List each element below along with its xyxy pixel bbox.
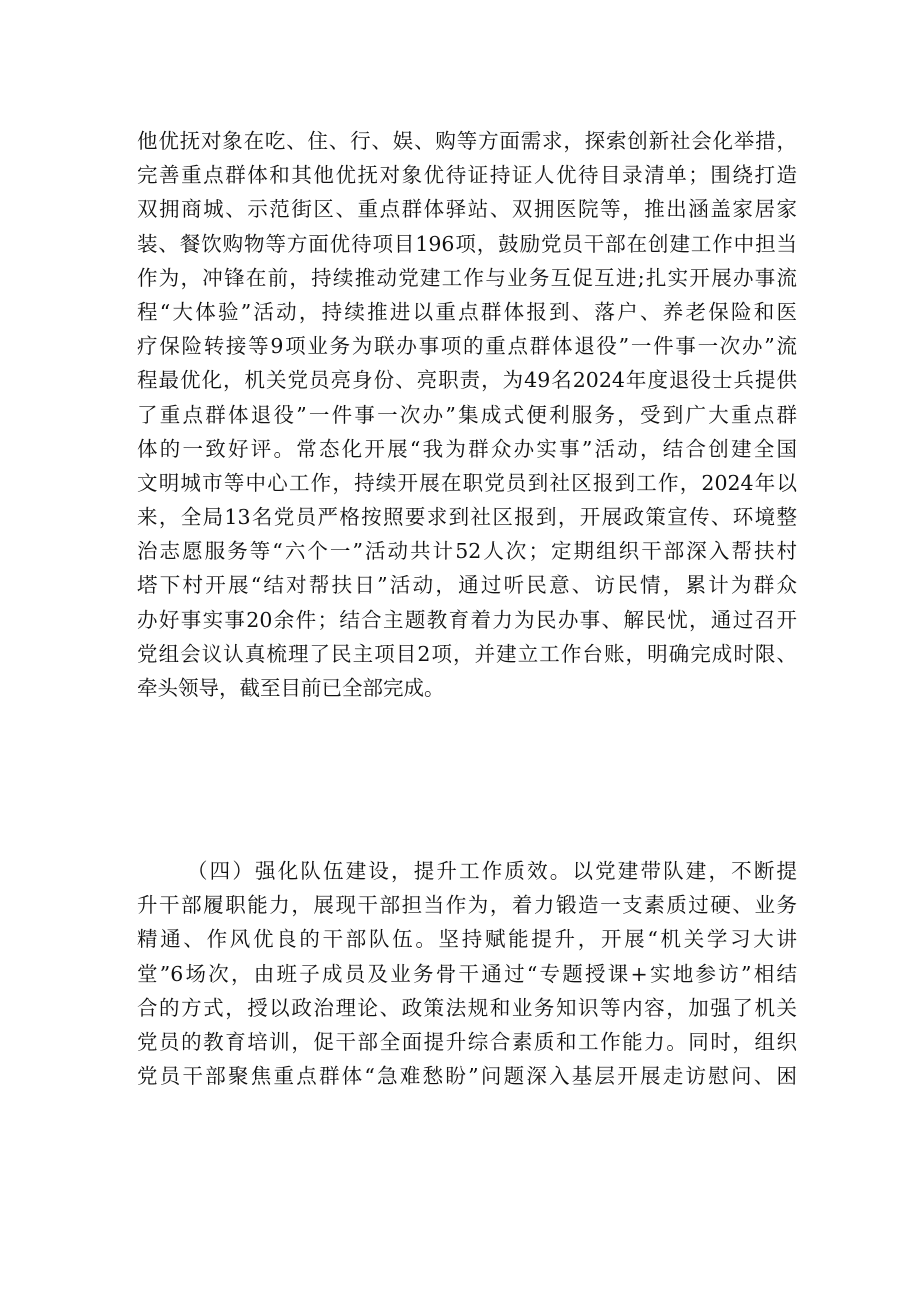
text-line: 他优抚对象在吃、住、行、娱、购等方面需求，探索创新社会化举措， (137, 129, 797, 153)
text-line: 升干部履职能力，展现干部担当作为，着力锻造一支素质过硬、业务 (137, 893, 797, 918)
text-line: 精通、作风优良的干部队伍。坚持赋能提升，开展“机关学习大讲 (137, 927, 797, 952)
text-line: 程“大体验”活动，持续推进以重点群体报到、落户、养老保险和医 (137, 299, 797, 324)
text-line: 程最优化，机关党员亮身份、亮职责，为49名2024年度退役士兵提供 (137, 368, 797, 393)
text-line: 文明城市等中心工作，持续开展在职党员到社区报到工作，2024年以 (137, 470, 797, 495)
text-line: 牵头领导，截至目前已全部完成。 (137, 676, 445, 700)
text-line: 双拥商城、示范街区、重点群体驿站、双拥医院等，推出涵盖家居家 (137, 197, 797, 222)
text-line: 党员的教育培训，促干部全面提升综合素质和工作能力。同时，组织 (137, 1029, 797, 1054)
text-line: 疗保险转接等9项业务为联办事项的重点群体退役”一件事一次办”流 (137, 334, 797, 359)
text-line: （四）强化队伍建设，提升工作质效。以党建带队建，不断提 (187, 859, 797, 883)
text-line: 堂”6场次，由班子成员及业务骨干通过“专题授课+实地参访”相结 (137, 961, 797, 986)
text-line: 党员干部聚焦重点群体“急难愁盼”问题深入基层开展走访慰问、困 (137, 1064, 797, 1089)
text-line: 了重点群体退役”一件事一次办”集成式便利服务，受到广大重点群 (137, 402, 797, 427)
text-line: 体的一致好评。常态化开展“我为群众办实事”活动，结合创建全国 (137, 436, 797, 461)
text-line: 装、餐饮购物等方面优待项目196项，鼓励党员干部在创建工作中担当 (137, 231, 797, 256)
paragraph-1 (137, 124, 797, 705)
text-line: 来，全局13名党员严格按照要求到社区报到，开展政策宣传、环境整 (137, 505, 797, 530)
text-line: 作为，冲锋在前，持续推动党建工作与业务互促互进;扎实开展办事流 (137, 265, 797, 290)
text-line: 办好事实事20余件；结合主题教育着力为民办事、解民忧，通过召开 (137, 607, 797, 632)
text-line: 合的方式，授以政治理论、政策法规和业务知识等内容，加强了机关 (137, 995, 797, 1020)
text-line: 党组会议认真梳理了民主项目2项，并建立工作台账，明确完成时限、 (137, 641, 797, 666)
text-line: 治志愿服务等“六个一”活动共计52人次；定期组织干部深入帮扶村 (137, 539, 797, 564)
paragraph-2 (137, 854, 797, 1093)
text-line: 完善重点群体和其他优抚对象优待证持证人优待目录清单；围绕打造 (137, 163, 797, 188)
text-line: 塔下村开展“结对帮扶日”活动，通过听民意、访民情，累计为群众 (137, 573, 797, 598)
